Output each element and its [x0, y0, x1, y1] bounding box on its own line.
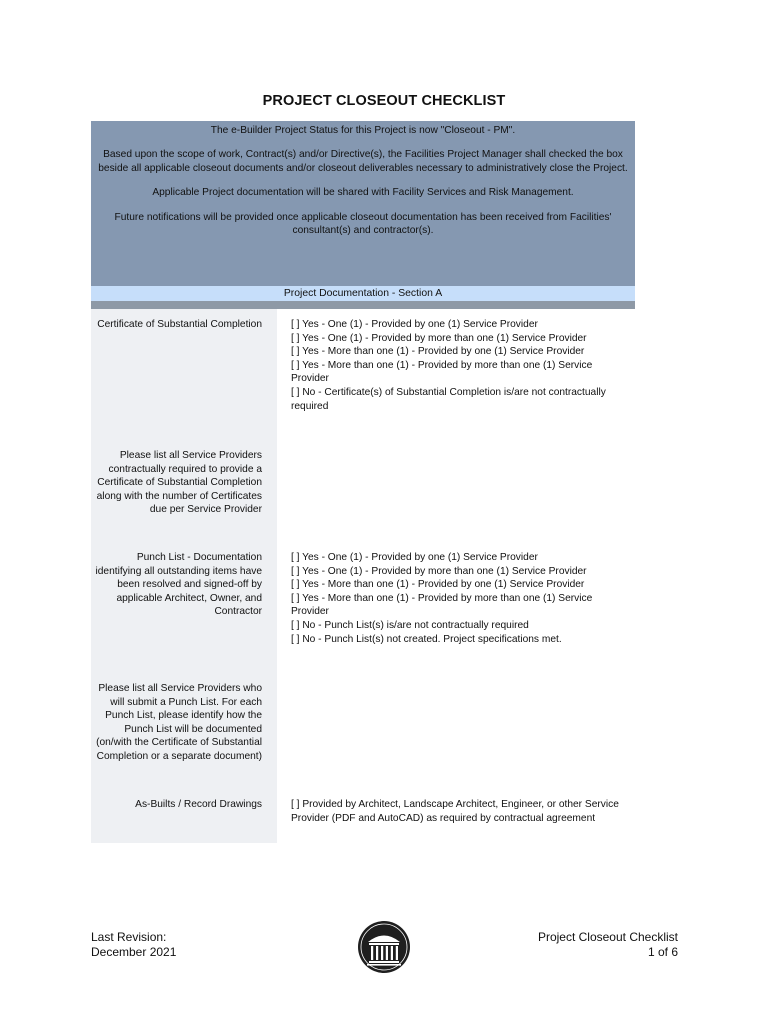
checkbox-option[interactable]: [ ] No - Punch List(s) is/are not contractually required	[291, 619, 529, 631]
checkbox-option[interactable]: [ ] Yes - One (1) - Provided by one (1) Service Provider	[291, 552, 538, 563]
revision-label: Last Revision:	[91, 930, 167, 944]
checkbox-option[interactable]: [ ] Yes - One (1) - Provided by more than one (1) Service Provider	[291, 332, 587, 344]
checkbox-option[interactable]: [ ] Yes - One (1) - Provided by more than one (1) Service Provider	[291, 565, 587, 577]
row-label: Certificate of Substantial Completion	[97, 319, 262, 330]
sharing-note: Applicable Project documentation will be shared with Facility Services and Risk Management.	[152, 187, 574, 199]
checkbox-option[interactable]: [ ] Yes - More than one (1) - Provided by one (1) Service Provider	[291, 579, 585, 591]
columned-building-seal-icon	[357, 920, 411, 974]
row-options	[291, 798, 621, 825]
checkbox-option[interactable]: [ ] No - Punch List(s) not created. Project specifications met.	[291, 633, 562, 645]
instruction-paragraph: Based upon the scope of work, Contract(s) and/or Directive(s), the Facilities Project Manager shall checked the box beside all applicable closeout documents and/or closeout deliverables necessary to administratively close the Project.	[98, 149, 628, 174]
row-label: Please list all Service Providers who will submit a Punch List. For each Punch List, please identify how the Punch List will be documented (on/with the Certificate of Substantial Completion or a separate document)	[96, 683, 262, 762]
page-title: PROJECT CLOSEOUT CHECKLIST	[262, 93, 506, 109]
checkbox-option[interactable]: [ ] Yes - One (1) - Provided by one (1) Service Provider	[291, 319, 538, 330]
status-notice-box	[91, 121, 635, 286]
notification-note: Future notifications will be provided once applicable closeout documentation has been received from Facilities' consultant(s) and contractor(s).	[114, 211, 612, 237]
row-label: Punch List - Documentation identifying all outstanding items have been resolved and signed-off by applicable Architect, Owner, and Contractor	[95, 552, 262, 618]
footer-document-info	[538, 930, 678, 960]
checkbox-option[interactable]: [ ] Yes - More than one (1) - Provided by more than one (1) Service Provider	[291, 592, 593, 618]
checkbox-option[interactable]: [ ] Provided by Architect, Landscape Architect, Engineer, or other Service Provider (PDF and AutoCAD) as required by contractual agreement	[291, 799, 619, 824]
footer-revision	[91, 930, 176, 960]
footer-document-name: Project Closeout Checklist	[537, 930, 678, 944]
page-number: 1 of 6	[647, 945, 678, 959]
status-line: The e-Builder Project Status for this Project is now "Closeout - PM".	[210, 125, 516, 136]
checkbox-option[interactable]: [ ] Yes - More than one (1) - Provided by more than one (1) Service Provider	[291, 359, 593, 385]
section-header: Project Documentation - Section A	[91, 286, 635, 301]
checkbox-option[interactable]: [ ] Yes - More than one (1) - Provided by one (1) Service Provider	[291, 346, 585, 358]
section-divider	[91, 301, 635, 309]
checkbox-option[interactable]: [ ] No - Certificate(s) of Substantial Completion is/are not contractually required	[291, 386, 606, 412]
row-label: Please list all Service Providers contractually required to provide a Certificate of Substantial Completion along with the number of Certificates due per Service Provider	[96, 450, 262, 516]
revision-date: December 2021	[91, 945, 177, 959]
row-options	[291, 551, 621, 646]
row-options	[291, 318, 621, 413]
row-label: As-Builts / Record Drawings	[135, 799, 262, 810]
